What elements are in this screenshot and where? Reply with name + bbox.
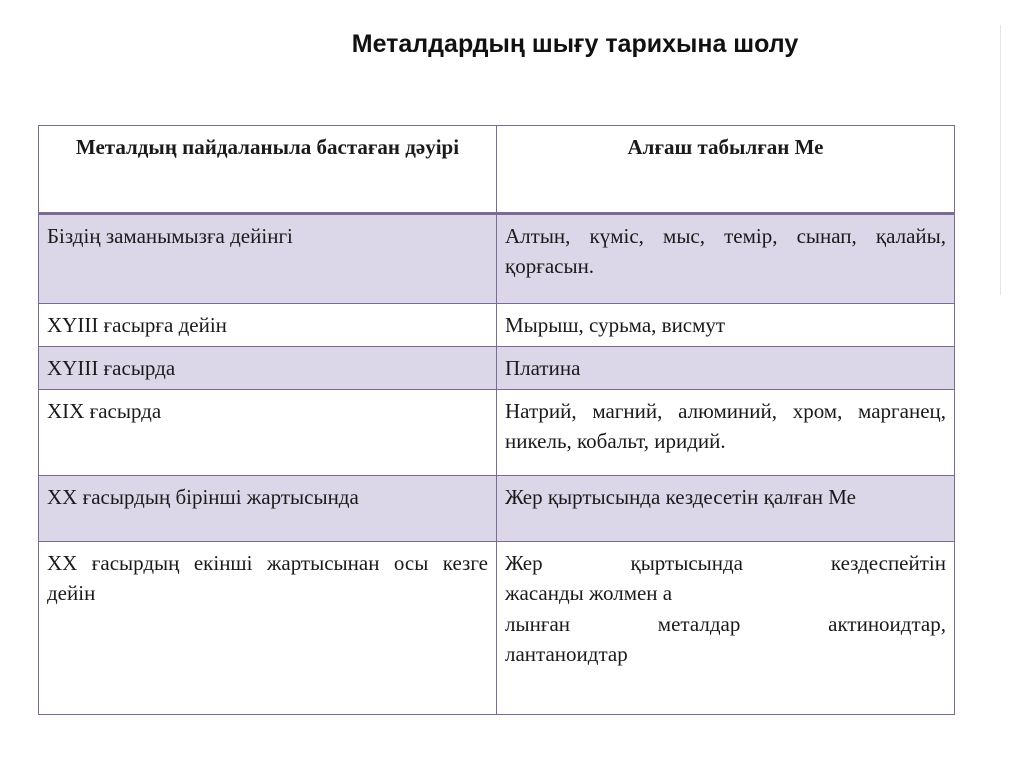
cell-metals: Мырыш, сурьма, висмут [497, 304, 955, 347]
cell-metals-line: лынған металдар актиноидтар, [505, 611, 946, 636]
cell-metals: Жер қыртысында кездесетін қалған Ме [497, 476, 955, 542]
page-title: Металдардың шығу тарихына шолу [351, 30, 799, 58]
slide-edge-line [1000, 25, 1001, 295]
cell-period: XIX ғасырда [39, 390, 497, 476]
cell-metals-line: лантаноидтар [505, 642, 628, 667]
cell-metals: Платина [497, 347, 955, 390]
table-row [39, 347, 955, 390]
cell-period: Біздің заманымызға дейінгі [39, 214, 497, 304]
table-row [39, 304, 955, 347]
table-row [39, 542, 955, 715]
cell-period: XX ғасырдың екінші жартысынан осы кезге дейін [39, 542, 497, 715]
cell-metals-line: Жер қыртысында кездеспейтін [505, 551, 946, 575]
header-metals: Алғаш табылған Ме [497, 126, 955, 214]
table-row [39, 476, 955, 542]
table-row [39, 214, 955, 304]
cell-metals: Алтын, күміс, мыс, темір, сынап, қалайы, қорғасын. [497, 214, 955, 304]
cell-metals: Натрий, магний, алюминий, хром, марганец, никель, кобальт, иридий. [497, 390, 955, 476]
header-period: Металдың пайдаланыла бастаған дәуірі [39, 126, 497, 214]
cell-period: XYIII ғасырда [39, 347, 497, 390]
cell-metals-line: жасанды жолмен а [505, 581, 673, 606]
cell-period: XX ғасырдың бірінші жартысында [39, 476, 497, 542]
table-row [39, 390, 955, 476]
cell-period: XYIII ғасырға дейін [39, 304, 497, 347]
cell-metals [497, 542, 955, 715]
metals-history-table [38, 125, 955, 715]
table-header-row [39, 126, 955, 214]
